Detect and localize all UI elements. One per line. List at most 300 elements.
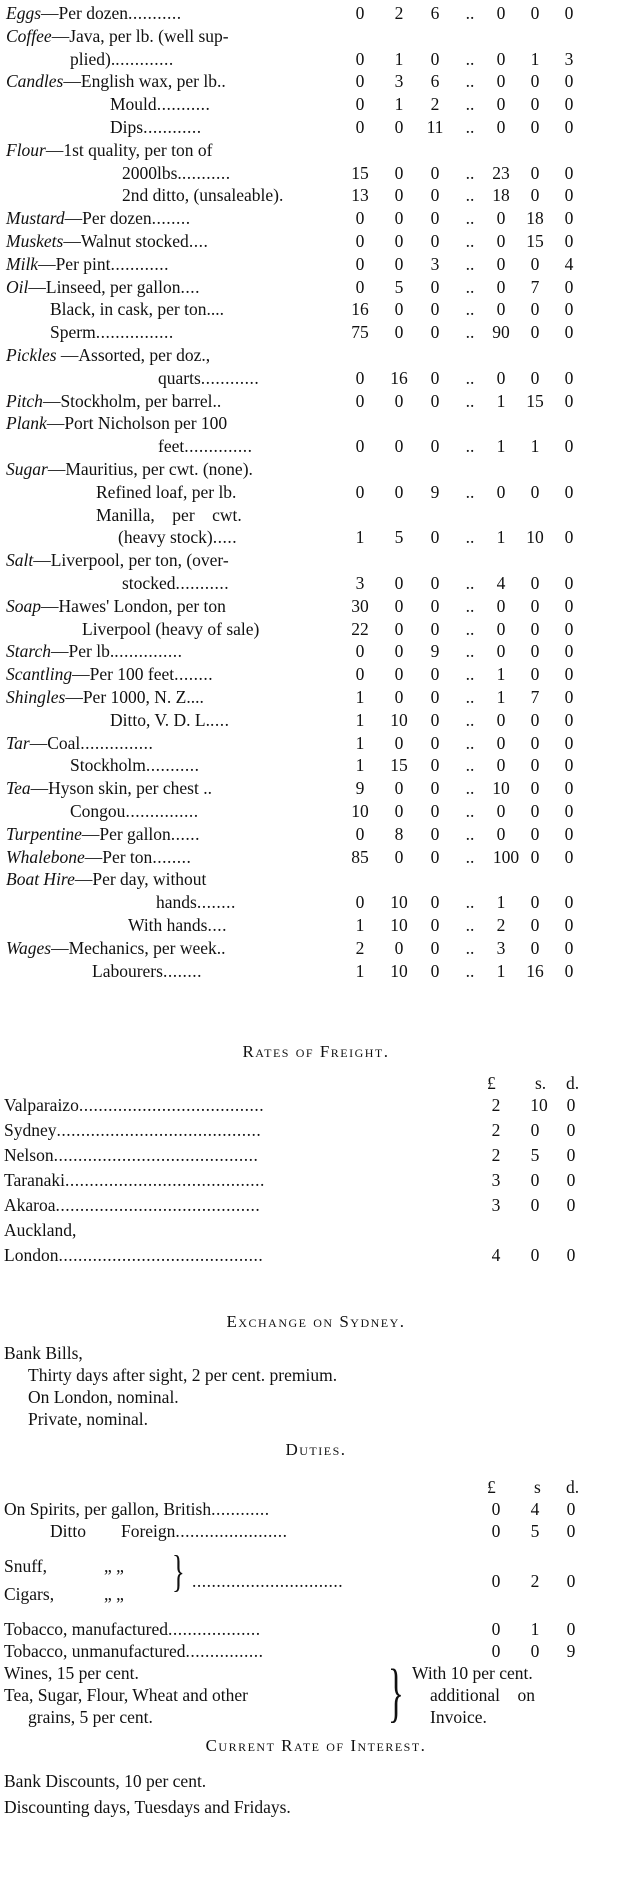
price-high: 0 xyxy=(564,687,574,707)
commodity-desc: —Linseed, per gallon xyxy=(28,276,181,297)
price-low: 0 xyxy=(430,709,440,730)
price-low: 9 xyxy=(430,641,440,662)
price-high: 0 xyxy=(530,3,540,23)
commodity-name: Salt xyxy=(6,550,34,571)
price-desc xyxy=(6,846,191,868)
price-high: 0 xyxy=(564,892,574,913)
price-low: 10 xyxy=(390,915,408,935)
duty-invoice: Invoice. xyxy=(430,1707,487,1727)
exchange-line: On London, nominal. xyxy=(28,1387,179,1407)
price-desc xyxy=(70,48,174,70)
range-separator: .. xyxy=(465,937,475,958)
price-high: 0 xyxy=(530,162,540,183)
freight-value: 0 xyxy=(530,1170,540,1190)
leader-dots: ........ xyxy=(174,664,214,685)
price-low: 0 xyxy=(355,208,365,229)
freight-heading: Rates of Freight. xyxy=(242,1042,390,1061)
price-desc xyxy=(6,823,200,845)
price-low: 0 xyxy=(355,231,365,251)
price-high: 0 xyxy=(496,367,506,388)
price-desc xyxy=(6,139,212,161)
price-high: 0 xyxy=(496,276,506,297)
price-desc xyxy=(6,253,169,275)
commodity-name: Wages xyxy=(6,937,52,958)
duty-spirits-foreign: Ditto Foreign....................... xyxy=(50,1521,288,1541)
freight-row: Sydney.......................................... xyxy=(4,1120,262,1140)
price-high: 0 xyxy=(496,253,506,274)
price-high: 7 xyxy=(530,687,540,707)
leader-dots: ........ xyxy=(162,960,202,981)
commodity-desc: Liverpool (heavy of sale) xyxy=(82,618,260,639)
commodity-desc: Sperm xyxy=(50,322,96,343)
price-desc xyxy=(6,70,226,92)
price-low: 1 xyxy=(355,732,365,753)
price-low: 10 xyxy=(390,709,408,730)
price-high: 0 xyxy=(496,755,506,776)
freight-value: 0 xyxy=(530,1120,540,1140)
price-high: 0 xyxy=(564,299,574,320)
price-high: 1 xyxy=(496,664,506,685)
price-low: 0 xyxy=(394,573,404,593)
price-desc xyxy=(110,93,210,115)
price-desc xyxy=(158,435,252,457)
duty-value: 0 xyxy=(491,1521,501,1541)
commodity-desc: —Per 100 feet xyxy=(72,664,175,685)
price-low: 1 xyxy=(355,915,365,935)
range-separator: .. xyxy=(465,778,475,799)
freight-value: 0 xyxy=(566,1145,576,1165)
commodity-name: Tea xyxy=(6,778,31,799)
price-low: 0 xyxy=(430,48,440,69)
price-desc xyxy=(128,914,227,936)
commodity-desc: —Per pint xyxy=(38,253,111,274)
price-desc xyxy=(6,686,204,708)
leader-dots: ........ xyxy=(151,208,191,229)
price-high: 1 xyxy=(530,48,540,69)
price-high: 1 xyxy=(496,687,506,707)
commodity-desc: Refined loaf, per lb. xyxy=(96,481,237,502)
brace-icon: } xyxy=(388,1656,404,1729)
price-low: 1 xyxy=(394,94,404,115)
price-low: 0 xyxy=(394,162,404,183)
price-high: 0 xyxy=(496,641,506,662)
price-high: 0 xyxy=(530,618,540,639)
freight-value: 0 xyxy=(566,1120,576,1140)
commodity-desc: —Port Nicholson per 100 xyxy=(46,413,228,434)
price-low: 22 xyxy=(351,618,369,639)
price-low: 10 xyxy=(351,801,369,821)
commodity-name: Eggs xyxy=(6,3,41,23)
price-high: 0 xyxy=(530,664,540,685)
duty-tobacco-manufactured: Tobacco, manufactured................... xyxy=(4,1619,261,1639)
duty-value: 4 xyxy=(530,1499,540,1519)
range-separator: .. xyxy=(465,481,475,502)
price-low: 0 xyxy=(430,846,440,867)
range-separator: .. xyxy=(465,162,475,183)
freight-row: Nelson.......................................... xyxy=(4,1145,259,1165)
duty-value: 0 xyxy=(491,1571,501,1591)
commodity-desc: Manilla, per cwt. xyxy=(96,504,242,525)
price-high: 0 xyxy=(564,755,574,776)
exchange-line: Thirty days after sight, 2 per cent. premium. xyxy=(28,1365,338,1385)
price-low: 2 xyxy=(355,937,365,958)
range-separator: .. xyxy=(465,618,475,639)
price-high: 0 xyxy=(496,595,506,616)
price-high: 1 xyxy=(496,960,506,981)
price-high: 0 xyxy=(564,162,574,183)
duty-snuff-ditto: „ „ xyxy=(104,1556,124,1576)
price-high: 1 xyxy=(530,436,540,457)
price-low: 6 xyxy=(430,3,440,23)
price-high: 0 xyxy=(564,801,574,821)
price-high: 0 xyxy=(564,846,574,867)
price-low: 0 xyxy=(430,778,440,799)
range-separator: .. xyxy=(465,208,475,229)
price-low: 0 xyxy=(430,618,440,639)
duty-cigars-ditto: „ „ xyxy=(104,1584,124,1604)
price-high: 0 xyxy=(496,801,506,821)
price-high: 3 xyxy=(496,937,506,958)
price-high: 16 xyxy=(526,960,544,981)
range-separator: .. xyxy=(465,823,475,844)
commodity-name: Milk xyxy=(6,253,39,274)
freight-value: 0 xyxy=(566,1195,576,1215)
price-desc xyxy=(122,572,229,594)
price-high: 90 xyxy=(492,322,510,343)
price-high: 0 xyxy=(530,322,540,343)
price-low: 6 xyxy=(430,71,440,92)
range-separator: .. xyxy=(465,185,475,206)
price-low: 3 xyxy=(430,253,440,274)
price-low: 85 xyxy=(351,846,369,867)
commodity-desc: —Hyson skin, per chest .. xyxy=(30,778,212,799)
commodity-name: Sugar xyxy=(6,459,48,479)
price-high: 15 xyxy=(526,390,544,411)
price-low: 0 xyxy=(430,527,440,548)
range-separator: .. xyxy=(465,117,475,137)
commodity-name: Turpentine xyxy=(6,823,82,844)
freight-row: Valparaizo...................................... xyxy=(4,1095,265,1115)
price-desc xyxy=(6,640,183,662)
price-desc xyxy=(6,937,226,959)
commodity-desc: —Per lb. xyxy=(51,641,115,662)
leader-dots: ........... xyxy=(156,94,211,115)
price-low: 5 xyxy=(394,527,404,548)
range-separator: .. xyxy=(465,709,475,730)
price-desc xyxy=(6,390,221,412)
commodity-desc: —Assorted, per doz., xyxy=(56,345,211,365)
price-low: 0 xyxy=(430,755,440,776)
price-low: 0 xyxy=(394,231,404,251)
commodity-name: Scantling xyxy=(6,664,73,685)
price-high: 1 xyxy=(496,436,506,457)
freight-col-label: s. xyxy=(535,1073,547,1093)
price-low: 0 xyxy=(394,641,404,662)
leader-dots: ............... xyxy=(125,801,199,821)
price-high: 0 xyxy=(496,71,506,92)
leader-dots: ...... xyxy=(170,823,201,844)
price-low: 5 xyxy=(394,276,404,297)
price-low: 75 xyxy=(351,322,369,343)
leader-dots: .............. xyxy=(114,641,183,662)
price-high: 0 xyxy=(530,71,540,92)
freight-value: 0 xyxy=(566,1170,576,1190)
price-desc xyxy=(6,777,212,799)
price-low: 0 xyxy=(430,595,440,616)
range-separator: .. xyxy=(465,641,475,662)
range-separator: .. xyxy=(465,436,475,457)
price-low: 0 xyxy=(430,276,440,297)
price-high: 0 xyxy=(530,481,540,502)
leader-dots: ................ xyxy=(95,322,174,343)
price-low: 0 xyxy=(430,322,440,343)
duty-value: 0 xyxy=(566,1571,576,1591)
price-low: 1 xyxy=(355,687,365,707)
duties-heading: Duties. xyxy=(285,1440,347,1459)
price-high: 18 xyxy=(492,185,510,206)
price-low: 0 xyxy=(355,3,365,23)
range-separator: .. xyxy=(465,94,475,115)
duty-value: 9 xyxy=(566,1641,576,1661)
price-desc xyxy=(6,868,206,890)
leader-dots: .......................................... xyxy=(58,1245,264,1265)
commodity-desc: 2000lbs. xyxy=(122,162,182,183)
freight-row: London.......................................... xyxy=(4,1245,264,1265)
price-low: 0 xyxy=(394,299,404,320)
price-high: 18 xyxy=(526,208,544,229)
range-separator: .. xyxy=(465,322,475,343)
price-low: 0 xyxy=(355,892,365,913)
commodity-desc: —Java, per lb. (well sup- xyxy=(51,25,229,46)
range-separator: .. xyxy=(465,390,475,411)
commodity-desc: Mould xyxy=(110,94,157,115)
price-high: 0 xyxy=(564,481,574,502)
commodity-name: Whalebone xyxy=(6,846,85,867)
price-high: 0 xyxy=(530,117,540,137)
price-high: 0 xyxy=(530,915,540,935)
price-high: 2 xyxy=(496,915,506,935)
price-low: 0 xyxy=(394,801,404,821)
price-high: 100 xyxy=(492,846,520,867)
leader-dots: ..... xyxy=(212,527,238,548)
price-low: 3 xyxy=(394,71,404,92)
price-low: 0 xyxy=(430,367,440,388)
range-separator: .. xyxy=(465,755,475,776)
price-low: 0 xyxy=(430,687,440,707)
price-low: 0 xyxy=(394,208,404,229)
price-high: 0 xyxy=(496,823,506,844)
range-separator: .. xyxy=(465,687,475,707)
exchange-heading: Exchange on Sydney. xyxy=(226,1312,406,1331)
price-low: 0 xyxy=(394,846,404,867)
price-low: 10 xyxy=(390,892,408,913)
range-separator: .. xyxy=(465,253,475,274)
price-low: 9 xyxy=(430,481,440,502)
exchange-line: Private, nominal. xyxy=(28,1409,149,1429)
price-desc xyxy=(6,207,191,229)
range-separator: .. xyxy=(465,595,475,616)
commodity-desc: (heavy stock) xyxy=(118,527,213,548)
commodity-name: Oil xyxy=(6,276,29,297)
price-low: 0 xyxy=(430,823,440,844)
commodity-name: Pitch xyxy=(6,390,43,411)
price-desc xyxy=(122,162,231,184)
price-low: 0 xyxy=(394,732,404,753)
duty-value: 0 xyxy=(566,1619,576,1639)
price-low: 10 xyxy=(390,960,408,981)
price-high: 0 xyxy=(564,185,574,206)
freight-value: 0 xyxy=(566,1245,576,1265)
leader-dots: ........ xyxy=(196,892,236,913)
price-low: 0 xyxy=(394,481,404,502)
price-high: 0 xyxy=(564,778,574,799)
price-high: 0 xyxy=(564,641,574,662)
price-high: 0 xyxy=(530,641,540,662)
price-low: 2 xyxy=(394,3,404,23)
price-low: 0 xyxy=(355,481,365,502)
price-low: 0 xyxy=(394,937,404,958)
price-high: 0 xyxy=(564,709,574,730)
price-high: 0 xyxy=(564,436,574,457)
commodity-name: Candles xyxy=(6,71,64,92)
leader-dots: ......................................... xyxy=(64,1170,265,1190)
freight-col-label: d. xyxy=(566,1073,580,1093)
range-separator: .. xyxy=(465,48,475,69)
commodity-name: Starch xyxy=(6,641,52,662)
duty-with-10: With 10 per cent. xyxy=(412,1663,533,1683)
price-high: 0 xyxy=(564,915,574,935)
commodity-name: Mustard xyxy=(6,208,65,229)
price-low: 0 xyxy=(394,687,404,707)
price-low: 1 xyxy=(355,527,365,548)
price-desc xyxy=(118,526,237,548)
price-high: 0 xyxy=(564,960,574,981)
commodity-desc: plied). xyxy=(70,48,116,69)
price-high: 0 xyxy=(530,846,540,867)
price-low: 0 xyxy=(430,732,440,753)
price-high: 0 xyxy=(496,481,506,502)
interest-line: Discounting days, Tuesdays and Fridays. xyxy=(4,1797,291,1817)
commodity-desc: —Per dozen xyxy=(64,208,152,229)
interest-line: Bank Discounts, 10 per cent. xyxy=(4,1771,207,1791)
freight-value: 10 xyxy=(530,1095,548,1115)
price-low: 0 xyxy=(394,664,404,685)
duty-wines: Wines, 15 per cent. xyxy=(4,1663,139,1683)
price-high: 0 xyxy=(564,618,574,639)
range-separator: .. xyxy=(465,71,475,92)
price-high: 0 xyxy=(564,208,574,229)
commodity-name: Plank xyxy=(6,413,47,434)
duty-value: 2 xyxy=(530,1571,540,1591)
price-low: 0 xyxy=(355,641,365,662)
commodity-desc: —Per ton xyxy=(84,846,153,867)
price-desc xyxy=(50,298,224,320)
price-low: 1 xyxy=(355,960,365,981)
leader-dots: ...................................... xyxy=(78,1095,265,1115)
price-desc xyxy=(70,800,199,822)
price-low: 0 xyxy=(430,960,440,981)
duty-tea-sugar: Tea, Sugar, Flour, Wheat and other xyxy=(4,1685,248,1705)
price-desc xyxy=(158,367,259,389)
range-separator: .. xyxy=(465,527,475,548)
duty-value: 0 xyxy=(566,1499,576,1519)
duty-value: 0 xyxy=(491,1499,501,1519)
price-desc xyxy=(82,618,259,640)
price-desc xyxy=(156,891,236,913)
commodity-desc: —Mechanics, per week.. xyxy=(51,937,226,958)
commodity-desc: quarts xyxy=(158,367,201,388)
price-low: 0 xyxy=(430,937,440,958)
price-low: 0 xyxy=(355,276,365,297)
duty-grains: grains, 5 per cent. xyxy=(28,1707,153,1727)
range-separator: .. xyxy=(465,3,475,23)
price-high: 0 xyxy=(496,709,506,730)
range-separator: .. xyxy=(465,801,475,821)
range-separator: .. xyxy=(465,299,475,320)
price-low: 0 xyxy=(430,208,440,229)
price-desc xyxy=(6,230,208,252)
price-low: 0 xyxy=(430,436,440,457)
price-high: 1 xyxy=(496,390,506,411)
freight-value: 0 xyxy=(530,1245,540,1265)
freight-value: 0 xyxy=(566,1095,576,1115)
duty-additional: additional on xyxy=(430,1685,535,1705)
leader-dots: ........... xyxy=(128,3,182,23)
price-desc xyxy=(50,321,174,343)
price-desc xyxy=(6,25,229,47)
price-low: 0 xyxy=(394,117,404,137)
price-desc xyxy=(6,458,253,480)
freight-value: 3 xyxy=(491,1195,501,1215)
price-low: 0 xyxy=(355,48,365,69)
commodity-desc: —English wax, per lb.. xyxy=(63,71,226,92)
price-low: 15 xyxy=(351,162,369,183)
duties-col-pound: £ xyxy=(487,1477,496,1497)
price-low: 0 xyxy=(430,299,440,320)
leader-dots: ........... xyxy=(145,755,200,776)
price-low: 8 xyxy=(394,823,404,844)
price-high: 0 xyxy=(564,595,574,616)
price-low: 0 xyxy=(355,253,365,274)
commodity-desc: —Hawes' London, per ton xyxy=(41,595,226,616)
price-low: 0 xyxy=(394,778,404,799)
price-high: 0 xyxy=(564,117,574,137)
duties-col-s: s xyxy=(534,1477,541,1497)
price-low: 0 xyxy=(355,367,365,388)
price-low: 16 xyxy=(390,367,408,388)
price-low: 0 xyxy=(430,573,440,593)
range-separator: .. xyxy=(465,960,475,981)
range-separator: .. xyxy=(465,732,475,753)
commodity-name: Soap xyxy=(6,595,41,616)
leader-dots: ............ xyxy=(143,117,202,137)
price-low: 0 xyxy=(394,322,404,343)
price-high: 0 xyxy=(530,94,540,115)
commodity-desc: —Per gallon xyxy=(81,823,171,844)
price-high: 0 xyxy=(564,527,574,548)
duty-value: 0 xyxy=(530,1641,540,1661)
price-high: 0 xyxy=(530,892,540,913)
price-high: 1 xyxy=(496,892,506,913)
price-high: 7 xyxy=(530,276,540,297)
commodity-desc: —Liverpool, per ton, (over- xyxy=(33,550,229,571)
duty-cigars: Cigars, xyxy=(4,1584,55,1604)
commodity-desc: feet xyxy=(158,436,185,457)
commodity-desc: —Mauritius, per cwt. (none). xyxy=(47,459,253,479)
commodity-desc: Stockholm xyxy=(70,755,146,776)
leader-dots: .......................................... xyxy=(55,1195,261,1215)
range-separator: .. xyxy=(465,231,475,251)
